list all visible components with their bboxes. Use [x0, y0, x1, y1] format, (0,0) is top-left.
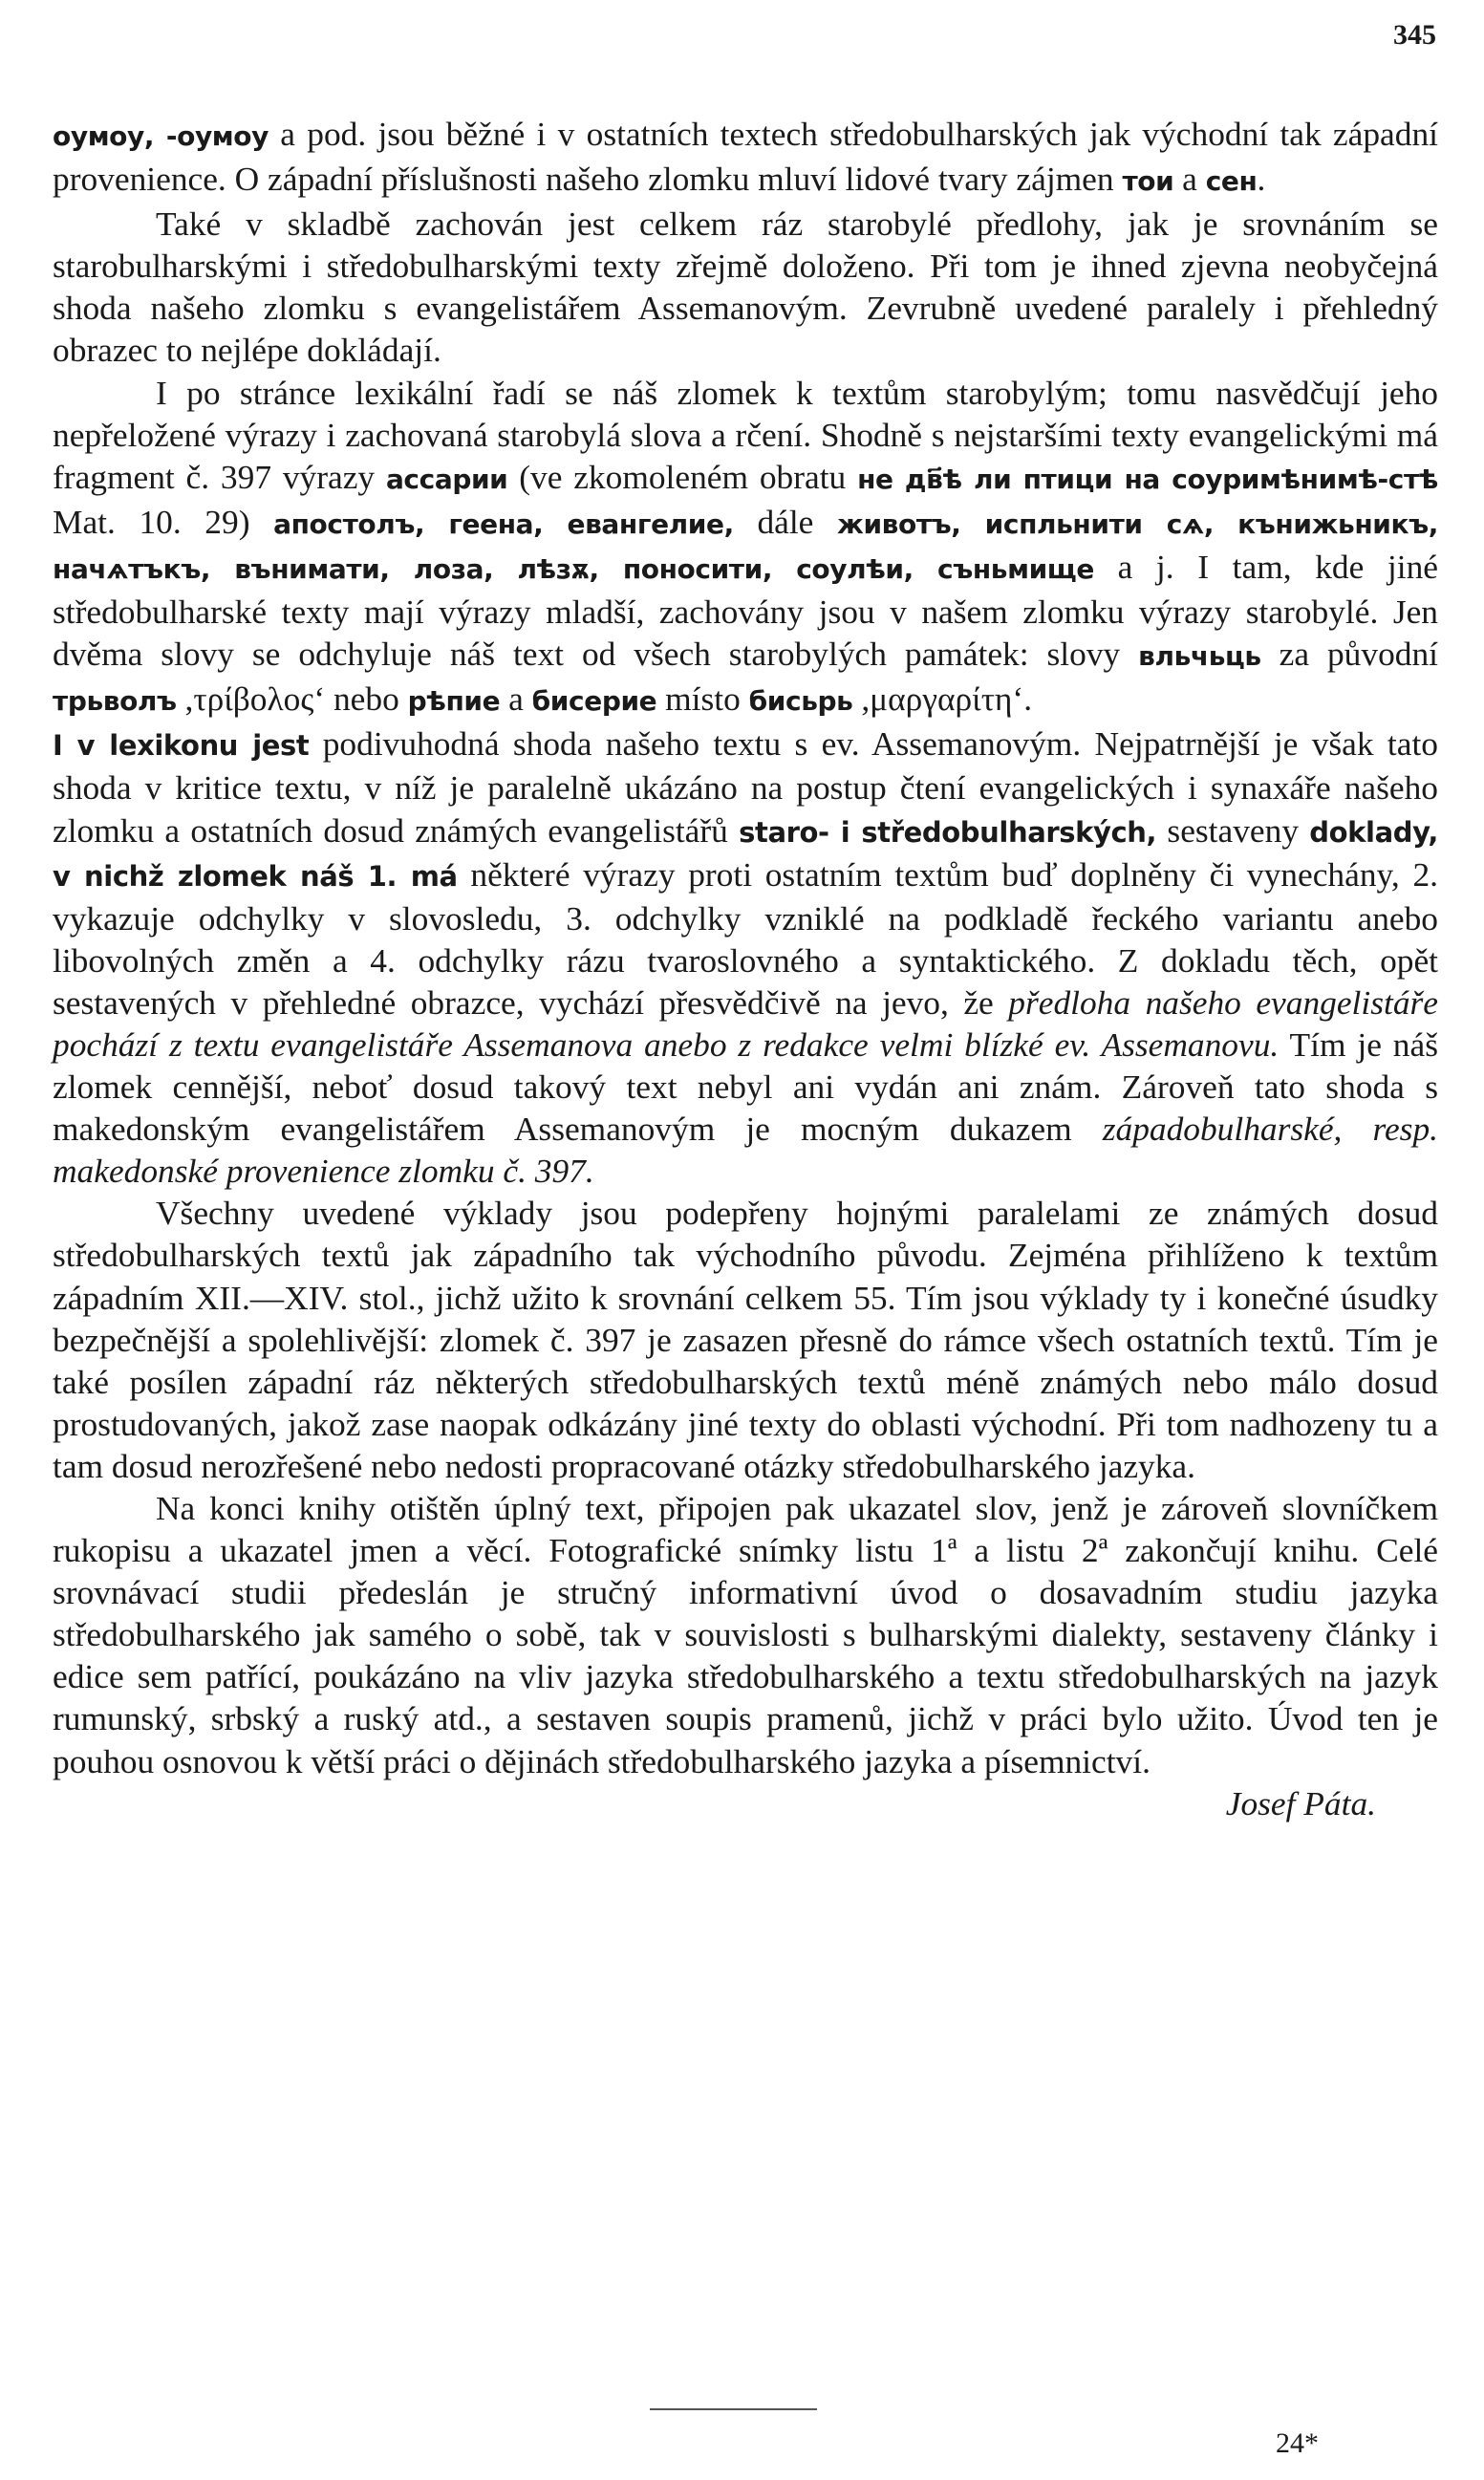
text-run: za původní	[1260, 635, 1438, 674]
emphasis-text: západobulharské, resp. makedonské provenience zlomku č. 397.	[53, 1110, 1438, 1191]
church-slavonic-term: трьволъ	[53, 685, 177, 718]
text-run: a	[500, 679, 532, 719]
paragraph	[53, 113, 1438, 203]
body-text	[53, 113, 1438, 1824]
bold-text: doklady, v nichž zlomek náš 1. má	[53, 815, 1438, 893]
text-run: I po stránce lexikální řadí se náš zlomek k textům starobylým; tomu nasvědčují jeho nepřeložené výrazy i zachovaná starobylá slova a rčení. Shodně s nejstaršími texty evangelickými má fragment č. 397 výrazy	[53, 373, 1438, 496]
church-slavonic-term: ассарии	[385, 463, 508, 495]
text-run: místo	[656, 679, 749, 719]
emphasis-text: předloha našeho evangelistáře pochází z textu evangelistáře Assemanova anebo z redakce velmi blízké ev. Assemanovu.	[53, 982, 1439, 1064]
text-run: ,μαργαρίτη‘.	[852, 679, 1033, 719]
church-slavonic-term: сен	[1205, 165, 1258, 198]
church-slavonic-term: животъ, испльнити сѧ, кънижьникъ, начѧтъкъ, вънимати, лоза, лѣзѫ, поносити, соулѣи, съньмище	[53, 507, 1439, 585]
author-signature: Josef Páta.	[1225, 1783, 1376, 1822]
text-run: sestaveny	[1156, 810, 1310, 850]
bold-text: I v lexikonu jest	[53, 729, 310, 763]
paragraph	[53, 1192, 1438, 1487]
text-run: Mat. 10. 29)	[53, 502, 274, 541]
page-number: 345	[1393, 19, 1436, 51]
paragraph	[53, 722, 1438, 1192]
text-run: dále	[733, 502, 837, 541]
text-run: a	[1173, 160, 1206, 199]
text-run: ,τρίβολος‘ nebo	[176, 679, 408, 719]
paragraph	[53, 372, 1438, 723]
church-slavonic-term: не дв҃ѣ ли птици на соуримѣнимѣ-стѣ	[857, 463, 1438, 495]
church-slavonic-term: рѣпие	[407, 685, 501, 718]
church-slavonic-term: оумоу, -оумоу	[53, 120, 269, 152]
text-run: Na konci knihy otištěn úplný text, připojen pak ukazatel slov, jenž je zároveň slovníčkem rukopisu a ukazatel jmen a věcí. Fotografické snímky listu 1ª a listu 2ª zakončují knihu. Celé srovnávací studii předeslán je stručný informativní úvod o dosavadním studiu jazyka středobulharského jak samého o sobě, tak v souvislosti s bulharskými dialekty, sestaveny články i edice sem patřící, poukázáno na vliv jazyka středobulharského a textu středobulharských na jazyk rumunský, srbský a ruský atd., a sestaven soupis pramenů, jichž v práci bylo užito. Úvod ten je pouhou osnovou k větší práci o dějinách středobulharského jazyka a písemnictví.	[53, 1489, 1438, 1780]
text-run: (ve zkomoleném obratu	[507, 457, 858, 496]
text-run: Tím je náš zlomek cennější, neboť dosud takový text nebyl ani vydán ani znám. Zároveň tato shoda s makedonským evangelistářem Assemanovým je mocným dukazem	[53, 1024, 1438, 1149]
text-run: a pod. jsou běžné i v ostatních textech středobulharských jak východní tak západní provenience. O západní příslušnosti našeho zlomku mluví lidové tvary zájmen	[53, 115, 1438, 199]
text-run: Také v skladbě zachován jest celkem ráz starobylé předlohy, jak je srovnáním se starobulharskými i středobulharskými texty zřejmě doloženo. Při tom je ihned zjevna neobyčejná shoda našeho zlomku s evangelistářem Assemanovým. Zevrubně uvedené paralely i přehledný obrazec to nejlépe dokládají.	[53, 205, 1438, 370]
text-run: .	[1257, 160, 1266, 199]
footer-rule	[650, 2408, 817, 2410]
text-run: podivuhodná shoda našeho textu s ev. Assemanovým. Nejpatrnější je však tato shoda v kritice textu, v níž je paralelně ukázáno na postup čtení evangelických i synaxáře našeho zlomku a ostatních dosud známých evangelistářů	[53, 724, 1438, 850]
church-slavonic-term: бисьрь	[748, 685, 853, 718]
paragraph	[53, 1487, 1438, 1822]
text-run: Všechny uvedené výklady jsou podepřeny hojnými paralelami ze známých dosud středobulharských textů jak západního tak východního původu. Zejména přihlíženo k textům západním XII.—XIV. stol., jichž užito k srovnání celkem 55. Tím jsou výklady ty i konečné úsudky bezpečnější a spolehlivější: zlomek č. 397 je zasazen přesně do rámce všech ostatních textů. Tím je také posílen západní ráz některých středobulharských textů méně známých nebo málo dosud prostudovaných, jakož zase naopak odkázány jiné texty do oblasti východní. Při tom nadhozeny tu a tam dosud nerozřešené nebo nedosti propracované otázky středobulharského jazyka.	[53, 1194, 1438, 1485]
paragraph	[53, 203, 1438, 371]
church-slavonic-term: апостолъ, геена, евангелие,	[273, 507, 734, 540]
text-run: a j. I tam, kde jiné středobulharské texty mají výrazy mladší, zachovány jsou v našem zlomku výrazy starobylé. Jen dvěma slovy se odchyluje náš text od všech starobylých památek: slovy	[53, 547, 1438, 674]
church-slavonic-term: тои	[1122, 165, 1174, 198]
church-slavonic-term: вльчьць	[1138, 640, 1261, 673]
printer-signature: 24*	[1276, 2427, 1319, 2459]
church-slavonic-term: бисерие	[531, 685, 657, 718]
text-run: některé výrazy proti ostatním textům buď doplněny či vynechány, 2. vykazuje odchylky v slovosledu, 3. odchylky vzniklé na podkladě řeckého variantu anebo libovolných změn a 4. odchylky rázu tvaroslovného a syntaktického. Z dokladu těch, opět sestavených v přehledné obrazce, vychází přesvědčivě na jevo, že	[53, 854, 1438, 1022]
bold-text: staro- i středobulharských,	[739, 815, 1157, 849]
